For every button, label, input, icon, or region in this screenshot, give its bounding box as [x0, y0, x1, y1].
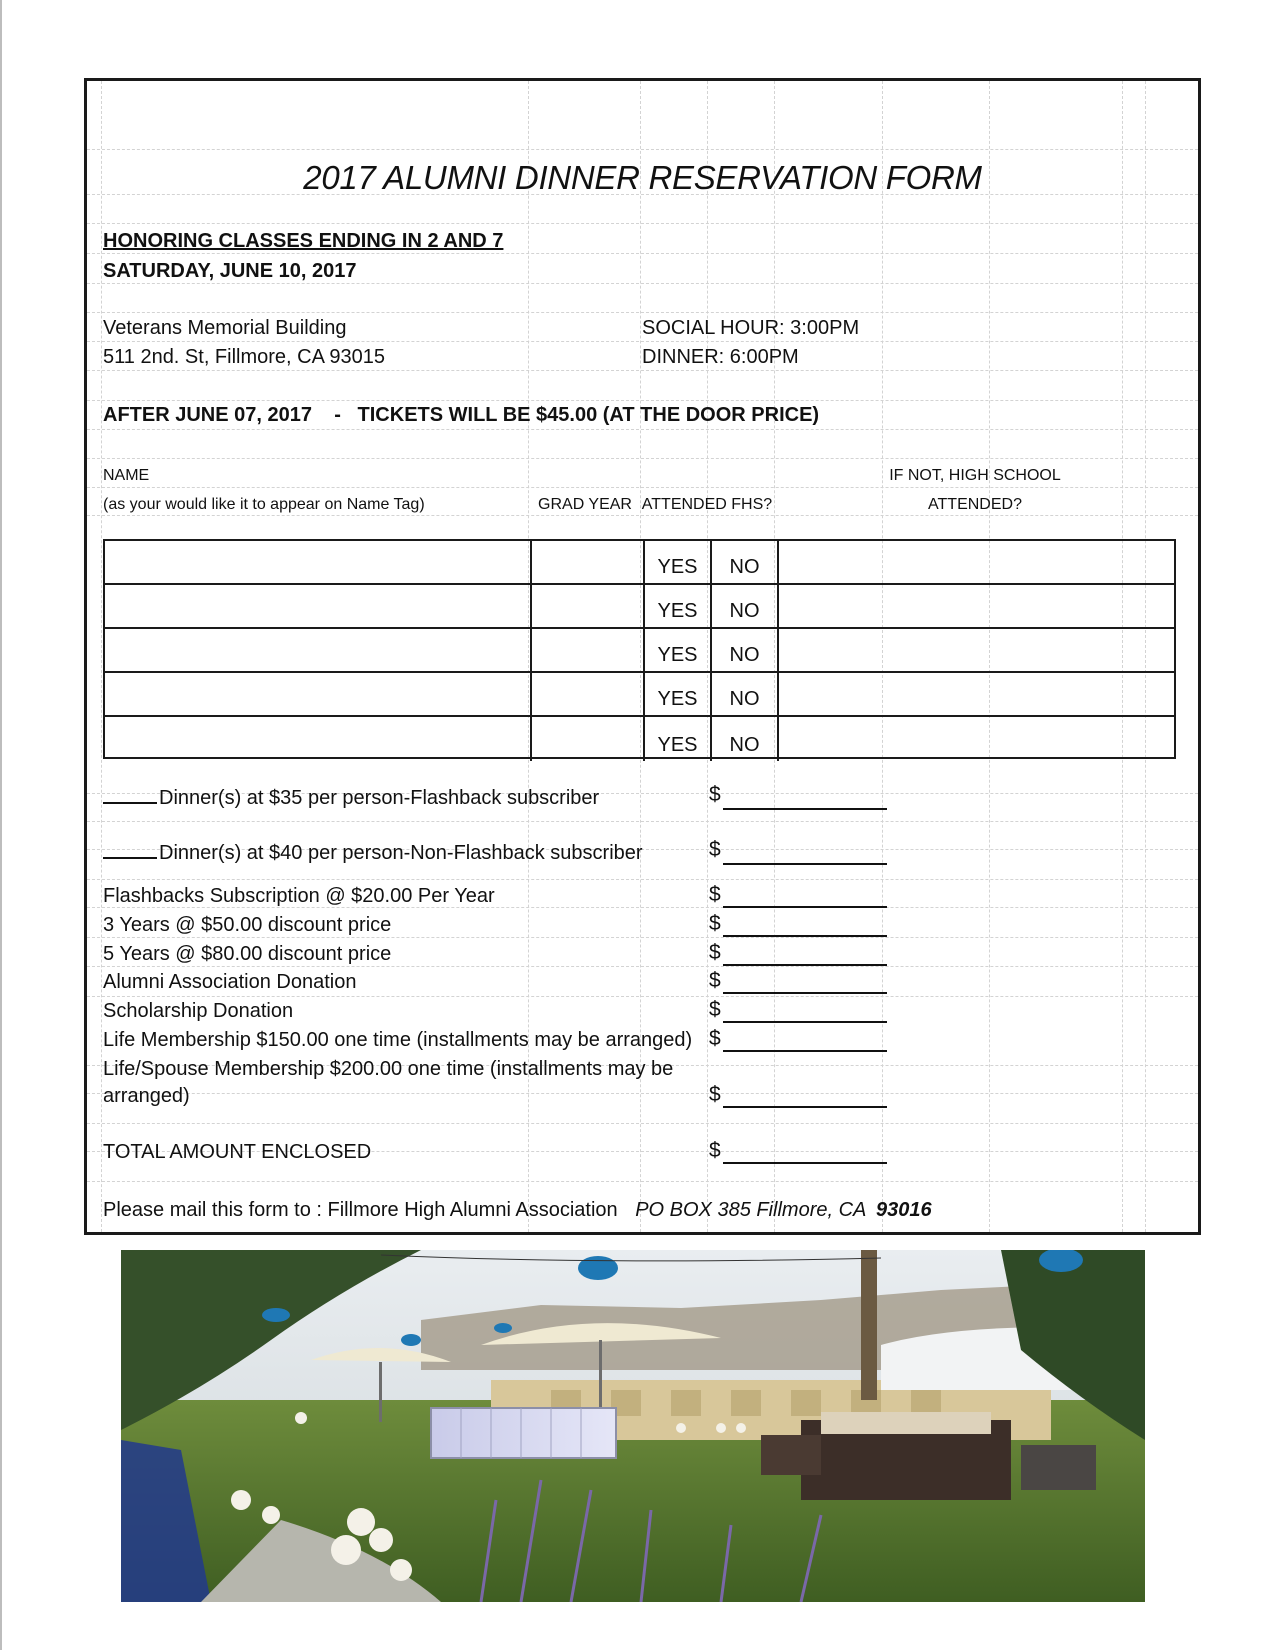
amount-line[interactable] [723, 1021, 887, 1023]
other-school-cell[interactable] [779, 673, 1174, 715]
other-school-cell[interactable] [779, 541, 1174, 583]
gridline [87, 1123, 1198, 1124]
fee-dinner-subscriber [103, 784, 599, 810]
attendee-row [105, 585, 1174, 629]
header-name-sub: (as your would like it to appear on Name Tag) [103, 496, 425, 513]
reservation-form-sheet [84, 78, 1201, 1235]
yes-option[interactable]: YES [645, 717, 712, 761]
garden-event-photo [121, 1250, 1145, 1602]
gridline [87, 312, 1198, 313]
gridline [87, 1181, 1198, 1182]
venue-address: 511 2nd. St, Fillmore, CA 93015 [103, 346, 386, 368]
gridline [87, 966, 1198, 967]
total-amount-label: TOTAL AMOUNT ENCLOSED [103, 1141, 372, 1163]
name-cell[interactable] [105, 717, 532, 761]
fee-life-spouse-membership: Life/Spouse Membership $200.00 one time (installments may be [103, 1058, 674, 1080]
amount-line[interactable] [723, 964, 887, 966]
quantity-blank[interactable] [103, 784, 157, 804]
name-cell[interactable] [105, 673, 532, 715]
price-notice: AFTER JUNE 07, 2017 - TICKETS WILL BE $45.00 (AT THE DOOR PRICE) [103, 404, 820, 426]
fee-alumni-donation: Alumni Association Donation [103, 971, 357, 993]
no-option[interactable]: NO [712, 629, 779, 671]
social-hour: SOCIAL HOUR: 3:00PM [642, 317, 860, 339]
attendee-row [105, 673, 1174, 717]
other-school-cell[interactable] [779, 585, 1174, 627]
fee-life-membership: Life Membership $150.00 one time (installments may be arranged) [103, 1029, 693, 1051]
event-date: SATURDAY, JUNE 10, 2017 [103, 260, 357, 282]
gridline [87, 821, 1198, 822]
amount-line[interactable] [723, 935, 887, 937]
gridline [87, 223, 1198, 224]
gridline [87, 515, 1198, 516]
name-cell[interactable] [105, 629, 532, 671]
yes-option[interactable]: YES [645, 541, 712, 583]
header-other-school-2: ATTENDED? [928, 496, 1022, 513]
amount-line[interactable] [723, 1050, 887, 1052]
currency-sign: $ [709, 838, 721, 861]
currency-sign: $ [709, 783, 721, 806]
other-school-cell[interactable] [779, 717, 1174, 761]
yes-option[interactable]: YES [645, 629, 712, 671]
header-name: NAME [103, 467, 150, 484]
other-school-cell[interactable] [779, 629, 1174, 671]
grad-year-cell[interactable] [532, 585, 645, 627]
fee-life-spouse-membership-cont: arranged) [103, 1085, 190, 1107]
gridline [87, 879, 1198, 880]
header-other-school: IF NOT, HIGH SCHOOL [889, 467, 1061, 484]
attendee-row [105, 717, 1174, 761]
gridline [87, 341, 1198, 342]
amount-line[interactable] [723, 808, 887, 810]
no-option[interactable]: NO [712, 541, 779, 583]
total-amount-line[interactable] [723, 1162, 887, 1164]
gridline [87, 283, 1198, 284]
grad-year-cell[interactable] [532, 541, 645, 583]
currency-sign: $ [709, 941, 721, 964]
page-edge [0, 0, 2, 1650]
fee-scholarship-donation: Scholarship Donation [103, 1000, 294, 1022]
currency-sign: $ [709, 969, 721, 992]
fee-subscription-5yr: 5 Years @ $80.00 discount price [103, 943, 392, 965]
currency-sign: $ [709, 1027, 721, 1050]
grad-year-cell[interactable] [532, 717, 645, 761]
mailing-po-box: PO BOX 385 Fillmore, CA [635, 1199, 867, 1221]
gridline [87, 429, 1198, 430]
mailing-label: Please mail this form to : Fillmore High Alumni Association [103, 1199, 618, 1221]
attendee-row [105, 629, 1174, 673]
no-option[interactable]: NO [712, 717, 779, 761]
gridline [87, 253, 1198, 254]
fee-dinner-non-subscriber [103, 839, 643, 865]
currency-sign: $ [709, 912, 721, 935]
dinner-time: DINNER: 6:00PM [642, 346, 799, 368]
amount-line[interactable] [723, 992, 887, 994]
venue-name: Veterans Memorial Building [103, 317, 347, 339]
gridline [87, 996, 1198, 997]
mailing-zip: 93016 [875, 1199, 932, 1221]
gridline [87, 1093, 1198, 1094]
no-option[interactable]: NO [712, 673, 779, 715]
currency-sign: $ [709, 1083, 721, 1106]
fee-subscription-3yr: 3 Years @ $50.00 discount price [103, 914, 392, 936]
attendee-table [103, 539, 1176, 759]
gridline [87, 487, 1198, 488]
amount-line[interactable] [723, 1106, 887, 1108]
grad-year-cell[interactable] [532, 629, 645, 671]
form-title: 2017 ALUMNI DINNER RESERVATION FORM [303, 159, 982, 196]
name-cell[interactable] [105, 585, 532, 627]
header-attended-fhs: ATTENDED FHS? [641, 496, 773, 513]
grad-year-cell[interactable] [532, 673, 645, 715]
gridline [87, 937, 1198, 938]
header-grad-year: GRAD YEAR [538, 496, 632, 513]
currency-sign: $ [709, 998, 721, 1021]
gridline [87, 149, 1198, 150]
no-option[interactable]: NO [712, 585, 779, 627]
currency-sign: $ [709, 883, 721, 906]
yes-option[interactable]: YES [645, 673, 712, 715]
mailing-instructions [103, 1198, 932, 1222]
gridline [87, 458, 1198, 459]
name-cell[interactable] [105, 541, 532, 583]
fee-subscription-1yr: Flashbacks Subscription @ $20.00 Per Year [103, 885, 495, 907]
quantity-blank[interactable] [103, 839, 157, 859]
amount-line[interactable] [723, 863, 887, 865]
gridline [87, 370, 1198, 371]
currency-sign: $ [709, 1139, 721, 1162]
amount-line[interactable] [723, 906, 887, 908]
gridline [87, 400, 1198, 401]
fee-dinner-subscriber-label: Dinner(s) at $35 per person-Flashback subscriber [159, 787, 600, 809]
yes-option[interactable]: YES [645, 585, 712, 627]
honoring-classes: HONORING CLASSES ENDING IN 2 AND 7 [103, 230, 504, 252]
fee-dinner-non-subscriber-label: Dinner(s) at $40 per person-Non-Flashback subscriber [159, 842, 643, 864]
attendee-row [105, 541, 1174, 585]
